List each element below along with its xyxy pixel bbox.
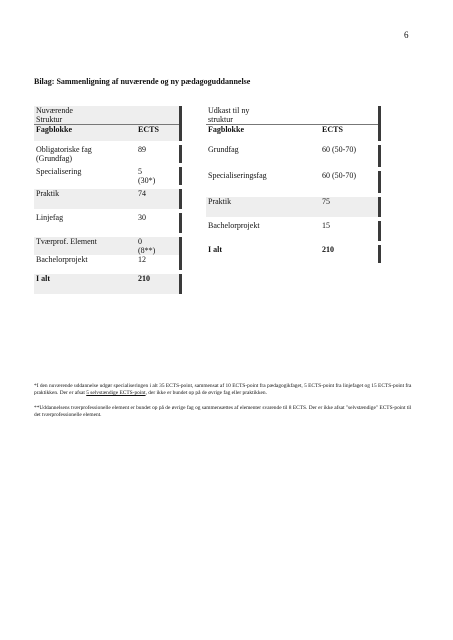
row-value: 89 <box>138 144 146 154</box>
row-label: Specialisering <box>36 166 82 176</box>
row-label: Bachelorprojekt <box>208 220 260 230</box>
total-label: I alt <box>208 244 222 254</box>
row-value: 75 <box>320 197 378 217</box>
underlined-phrase: 5 selvstændige ECTS-point <box>86 390 146 397</box>
footnote-specialisation: *I den nuværende uddannelse udgør specialiseringen i alt 35 ECTS-point, sammensat af 10 ECTS-point fra pædagogikfaget, 5 ECTS-point fra linjefaget og 15 ECTS-point fra praktikken. Der er afsat 5 selvstændige ECTS-point, der ikke er bundet op på de øvrige fag eller praktikken. <box>34 383 412 397</box>
table-header-row <box>206 125 381 141</box>
table-total-row <box>34 274 182 294</box>
row-label: Praktik <box>206 197 320 217</box>
row-label: Praktik <box>34 189 136 209</box>
row-label: Obligatoriske fag (Grundfag) <box>36 144 92 163</box>
table-row <box>34 145 182 163</box>
table-row <box>34 237 182 255</box>
row-value: 74 <box>136 189 179 209</box>
row-value: 5 (30*) <box>138 166 156 185</box>
total-label: I alt <box>34 274 136 294</box>
column-header-ects: ECTS <box>320 125 378 141</box>
table-caption: Nuværende Struktur <box>34 106 136 125</box>
current-structure-table <box>34 106 182 294</box>
row-label: Grundfag <box>208 144 239 154</box>
page-heading: Bilag: Sammenligning af nuværende og ny pædagoguddannelse <box>34 77 251 86</box>
row-value: 30 <box>138 212 146 222</box>
table-row <box>34 255 182 270</box>
new-structure-table <box>206 106 381 263</box>
footnote-interprofessional: **Uddannelsens tværprofessionelle element er bundet op på de øvrige fag og sammensættes af elementer svarende til 8 ECTS. Der er ikke afsat "selvstændige" ECTS-point til det tværprofessionelle element. <box>34 404 412 419</box>
row-value: 0 (8**) <box>136 237 179 255</box>
table-row <box>34 189 182 209</box>
table-header-row <box>34 125 182 141</box>
table-caption: Udkast til ny struktur <box>208 106 250 124</box>
table-caption-row <box>206 106 381 125</box>
page-number: 6 <box>404 30 409 40</box>
table-row <box>206 221 381 241</box>
row-value: 60 (50-70) <box>322 144 356 154</box>
table-row <box>206 197 381 217</box>
table-row <box>206 145 381 167</box>
row-label: Tværprof. Element <box>34 237 136 255</box>
column-header-ects: ECTS <box>136 125 179 141</box>
table-total-row <box>206 245 381 263</box>
row-label: Bachelorprojekt <box>36 254 88 264</box>
table-row <box>34 167 182 185</box>
row-label: Specialiseringsfag <box>208 170 267 180</box>
table-caption-row <box>34 106 182 125</box>
table-row <box>34 213 182 233</box>
footnotes <box>34 383 414 427</box>
total-value: 210 <box>136 274 179 294</box>
row-label: Linjefag <box>36 212 64 222</box>
row-value: 15 <box>322 220 330 230</box>
row-value: 60 (50-70) <box>322 170 356 180</box>
table-row <box>206 171 381 193</box>
total-value: 210 <box>322 244 334 254</box>
row-value: 12 <box>138 254 146 264</box>
column-header-fagblokke: Fagblokke <box>206 125 320 141</box>
column-header-fagblokke: Fagblokke <box>34 125 136 141</box>
